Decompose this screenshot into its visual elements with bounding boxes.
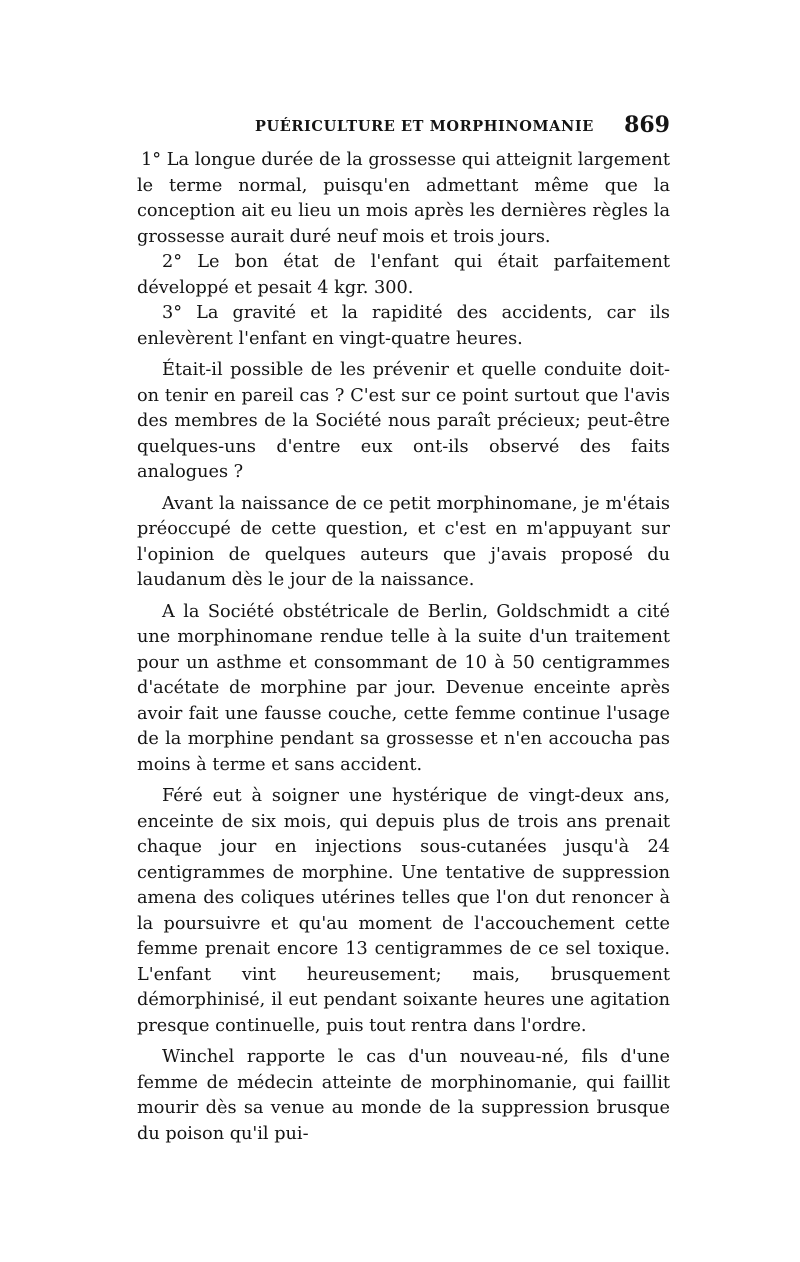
paragraph-point-2: 2° Le bon état de l'enfant qui était parfaitement développé et pesait 4 kgr. 300. [137, 252, 670, 298]
paragraph-point-1: 1° La longue durée de la grossesse qui atteignit largement le terme normal, puisqu'en admettant même que la conception ait eu lieu un mois après les dernières règles la grossesse aurait duré neuf mois et trois jours. [137, 150, 670, 247]
paragraph-winchel: Winchel rapporte le cas d'un nouveau-né, fils d'une femme de médecin atteinte de morphinomanie, qui faillit mourir dès sa venue au monde de la suppression brusque du poison qu'il pui- [137, 1047, 670, 1144]
paragraph-fere: Féré eut à soigner une hystérique de vingt-deux ans, enceinte de six mois, qui depuis plus de trois ans prenait chaque jour en injections sous-cutanées jusqu'à 24 centigrammes de morphine. Une tentative de suppression amena des coliques utérines telles que l'on dut renoncer à la poursuivre et qu'au moment de l'accouchement cette femme prenait encore 13 centigrammes de ce sel toxique. L'enfant vint heureusement; mais, brusquement démorphinisé, il eut pendant soixante heures une agitation presque continuelle, puis tout rentra dans l'ordre. [137, 786, 670, 1036]
page-number: 869 [624, 112, 670, 138]
body-text [137, 148, 670, 1147]
running-title: PUÉRICULTURE ET MORPHINOMANIE [255, 118, 594, 135]
paragraph-goldschmidt: A la Société obstétricale de Berlin, Goldschmidt a cité une morphinomane rendue telle à la suite d'un traitement pour un asthme et consommant de 10 à 50 centigrammes d'acétate de morphine par jour. Devenue enceinte après avoir fait une fausse couche, cette femme continue l'usage de la morphine pendant sa grossesse et n'en accoucha pas moins à terme et sans accident. [137, 601, 670, 775]
paragraph-laudanum: Avant la naissance de ce petit morphinomane, je m'étais préoccupé de cette question, et c'est en m'appuyant sur l'opinion de quelques auteurs que j'avais proposé du laudanum dès le jour de la naissance. [137, 493, 670, 590]
paragraph-question: Était-il possible de les prévenir et quelle conduite doit-on tenir en pareil cas ? C'est sur ce point surtout que l'avis des membres de la Société nous paraît précieux; peut-être quelques-uns d'entre eux ont-ils observé des faits analogues ? [137, 360, 670, 482]
paragraph-point-3: 3° La gravité et la rapidité des accidents, car ils enlevèrent l'enfant en vingt-quatre heures. [137, 303, 670, 349]
running-head [137, 112, 670, 146]
